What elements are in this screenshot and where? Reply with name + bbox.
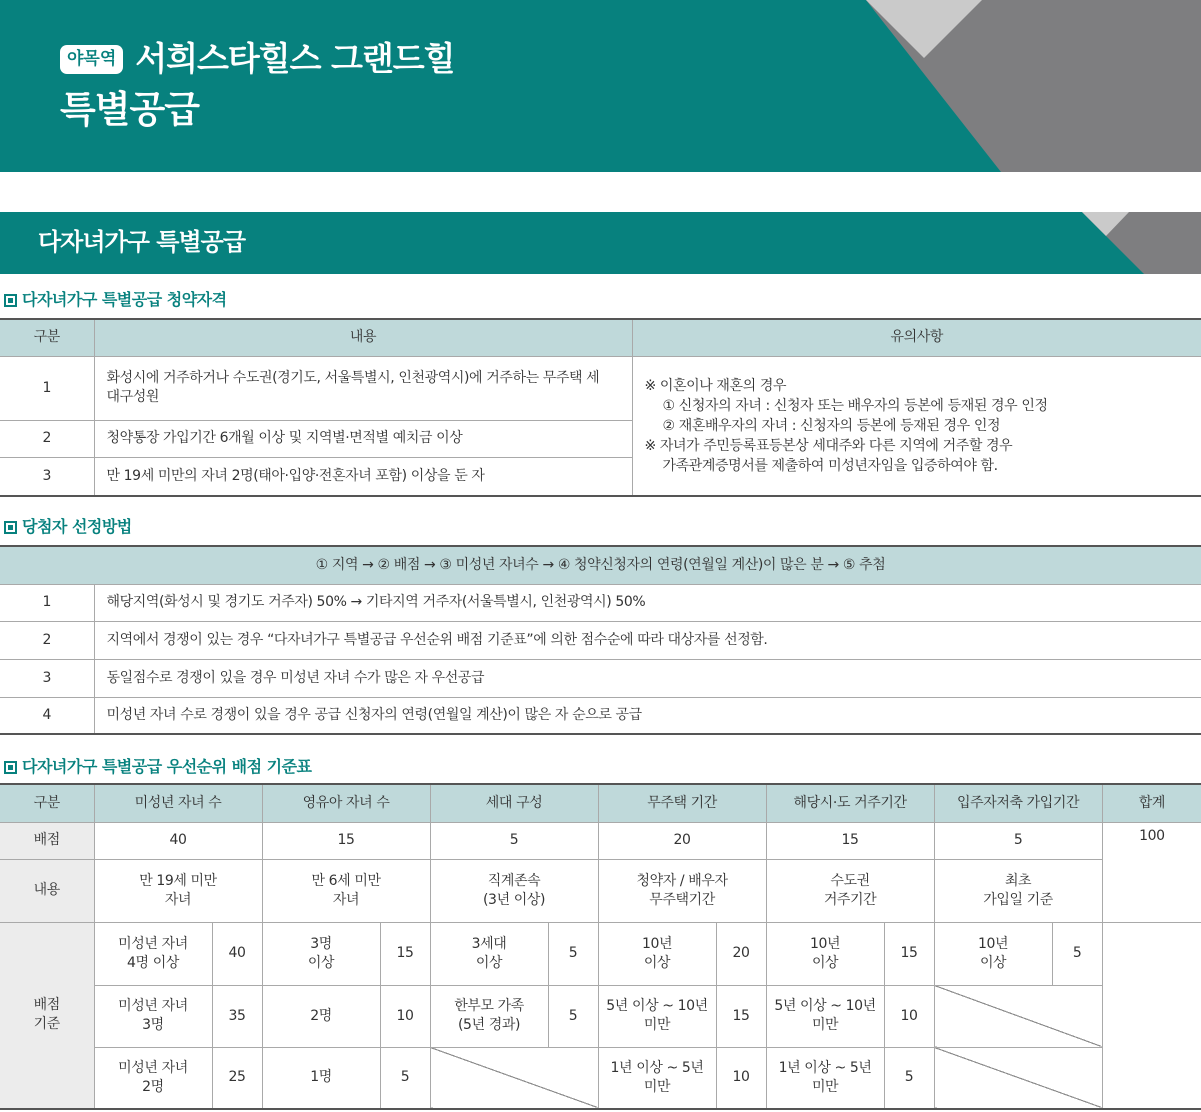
row-number: 2 [0,621,94,659]
column-header: 구분 [0,784,94,822]
square-bullet-icon [4,294,17,307]
criteria-score: 5 [548,985,598,1047]
not-applicable-cell [430,1047,598,1109]
criteria-score: 20 [716,922,766,985]
row-number: 3 [0,457,94,496]
selection-order-header: ① 지역 → ② 배점 → ③ 미성년 자녀수 → ④ 청약신청자의 연령(연월일 계산)이 많은 분 → ⑤ 추첨 [0,546,1201,584]
scoring-table [0,783,1201,1110]
table-row [0,697,1201,734]
table-row [0,356,1201,420]
criteria-score: 15 [884,922,934,985]
row-content: 동일점수로 경쟁이 있을 경우 미성년 자녀 수가 많은 자 우선공급 [94,659,1201,697]
section-title: 다자녀가구 특별공급 [38,228,246,256]
notes-cell [632,356,1201,496]
criteria-text: 미성년 자녀 3명 [94,985,212,1047]
row-content: 지역에서 경쟁이 있는 경우 “다자녀가구 특별공급 우선순위 배점 기준표”에 의한 점수순에 따라 대상자를 선정함. [94,621,1201,659]
criteria-text: 5년 이상 ~ 10년 미만 [766,985,884,1047]
square-bullet-icon [4,521,17,534]
score-row [0,822,1201,859]
table-row [0,659,1201,697]
note-line: ① 신청자의 자녀 : 신청자 또는 배우자의 등본에 등재된 경우 인정 [662,397,1048,414]
column-header: 내용 [94,319,632,356]
content-value: 최초 가입일 기준 [934,859,1102,922]
column-header: 유의사항 [632,319,1201,356]
content-value: 수도권 거주기간 [766,859,934,922]
not-applicable-cell [934,985,1102,1047]
note-line: 가족관계증명서를 제출하여 미성년자임을 입증하여야 함. [662,457,998,474]
note-line: ※ 이혼이나 재혼의 경우 [644,377,787,394]
row-content: 화성시에 거주하거나 수도권(경기도, 서울특별시, 인천광역시)에 거주하는 무주택 세대구성원 [94,356,632,420]
row-content: 만 19세 미만의 자녀 2명(태아·입양·전혼자녀 포함) 이상을 둔 자 [94,457,632,496]
criteria-score: 40 [212,922,262,985]
table-row [0,584,1201,621]
criteria-score: 25 [212,1047,262,1109]
score-value: 15 [262,822,430,859]
criteria-text: 10년 이상 [934,922,1052,985]
row-number: 3 [0,659,94,697]
criteria-text: 1명 [262,1047,380,1109]
criteria-text: 1년 이상 ~ 5년 미만 [598,1047,716,1109]
criteria-score: 5 [1052,922,1102,985]
criteria-text: 미성년 자녀 2명 [94,1047,212,1109]
criteria-score: 5 [884,1047,934,1109]
selection-heading [4,516,132,538]
criteria-row [0,1047,1201,1109]
column-header: 세대 구성 [430,784,598,822]
note-line: ② 재혼배우자의 자녀 : 신청자의 등본에 등재된 경우 인정 [662,417,1001,434]
square-bullet-icon [4,761,17,774]
column-header: 미성년 자녀 수 [94,784,262,822]
content-row [0,859,1201,922]
criteria-text: 1년 이상 ~ 5년 미만 [766,1047,884,1109]
complex-title: 서희스타힐스 그랜드힐 [135,39,455,78]
note-line: ※ 자녀가 주민등록표등본상 세대주와 다른 지역에 거주할 경우 [644,437,1013,454]
criteria-text: 3명 이상 [262,922,380,985]
total-empty-cell [1102,922,1201,1109]
total-score: 100 [1102,822,1201,922]
criteria-text: 10년 이상 [598,922,716,985]
score-value: 5 [934,822,1102,859]
criteria-score: 5 [548,922,598,985]
page-subtitle: 특별공급 [60,88,199,131]
criteria-text: 10년 이상 [766,922,884,985]
scoring-heading [4,756,312,778]
criteria-text: 5년 이상 ~ 10년 미만 [598,985,716,1047]
criteria-score: 10 [716,1047,766,1109]
score-value: 5 [430,822,598,859]
table-header-row [0,546,1201,584]
criteria-text: 2명 [262,985,380,1047]
row-number: 1 [0,584,94,621]
not-applicable-cell [934,1047,1102,1109]
criteria-row [0,922,1201,985]
row-label: 배점 [0,822,94,859]
content-value: 만 19세 미만 자녀 [94,859,262,922]
column-header: 영유아 자녀 수 [262,784,430,822]
row-number: 2 [0,420,94,457]
row-number: 1 [0,356,94,420]
table-row [0,621,1201,659]
column-header: 구분 [0,319,94,356]
criteria-score: 10 [380,985,430,1047]
column-header: 입주자저축 가입기간 [934,784,1102,822]
column-header: 무주택 기간 [598,784,766,822]
criteria-row [0,985,1201,1047]
selection-heading-text: 당첨자 선정방법 [22,517,132,536]
column-header: 합계 [1102,784,1201,822]
hero-header [0,0,1201,172]
criteria-score: 5 [380,1047,430,1109]
criteria-score: 15 [380,922,430,985]
row-content: 미성년 자녀 수로 경쟁이 있을 경우 공급 신청자의 연령(연월일 계산)이 많은 자 순으로 공급 [94,697,1201,734]
scoring-heading-text: 다자녀가구 특별공급 우선순위 배점 기준표 [22,757,312,776]
criteria-text: 3세대 이상 [430,922,548,985]
criteria-score: 10 [884,985,934,1047]
row-number: 4 [0,697,94,734]
score-value: 40 [94,822,262,859]
score-value: 20 [598,822,766,859]
table-header-row [0,784,1201,822]
criteria-score: 15 [716,985,766,1047]
qualification-table [0,318,1201,497]
row-label: 내용 [0,859,94,922]
row-content: 청약통장 가입기간 6개월 이상 및 지역별·면적별 예치금 이상 [94,420,632,457]
content-value: 만 6세 미만 자녀 [262,859,430,922]
table-header-row [0,319,1201,356]
criteria-text: 미성년 자녀 4명 이상 [94,922,212,985]
qualification-heading-text: 다자녀가구 특별공급 청약자격 [22,290,227,309]
score-value: 15 [766,822,934,859]
section-banner [0,212,1201,274]
content-value: 청약자 / 배우자 무주택기간 [598,859,766,922]
station-badge: 야목역 [60,45,123,74]
qualification-heading [4,289,227,311]
column-header: 해당시·도 거주기간 [766,784,934,822]
content-value: 직계존속 (3년 이상) [430,859,598,922]
selection-table [0,545,1201,735]
criteria-text: 한부모 가족 (5년 경과) [430,985,548,1047]
row-content: 해당지역(화성시 및 경기도 거주자) 50% → 기타지역 거주자(서울특별시, 인천광역시) 50% [94,584,1201,621]
criteria-score: 35 [212,985,262,1047]
row-label: 배점 기준 [0,922,94,1109]
